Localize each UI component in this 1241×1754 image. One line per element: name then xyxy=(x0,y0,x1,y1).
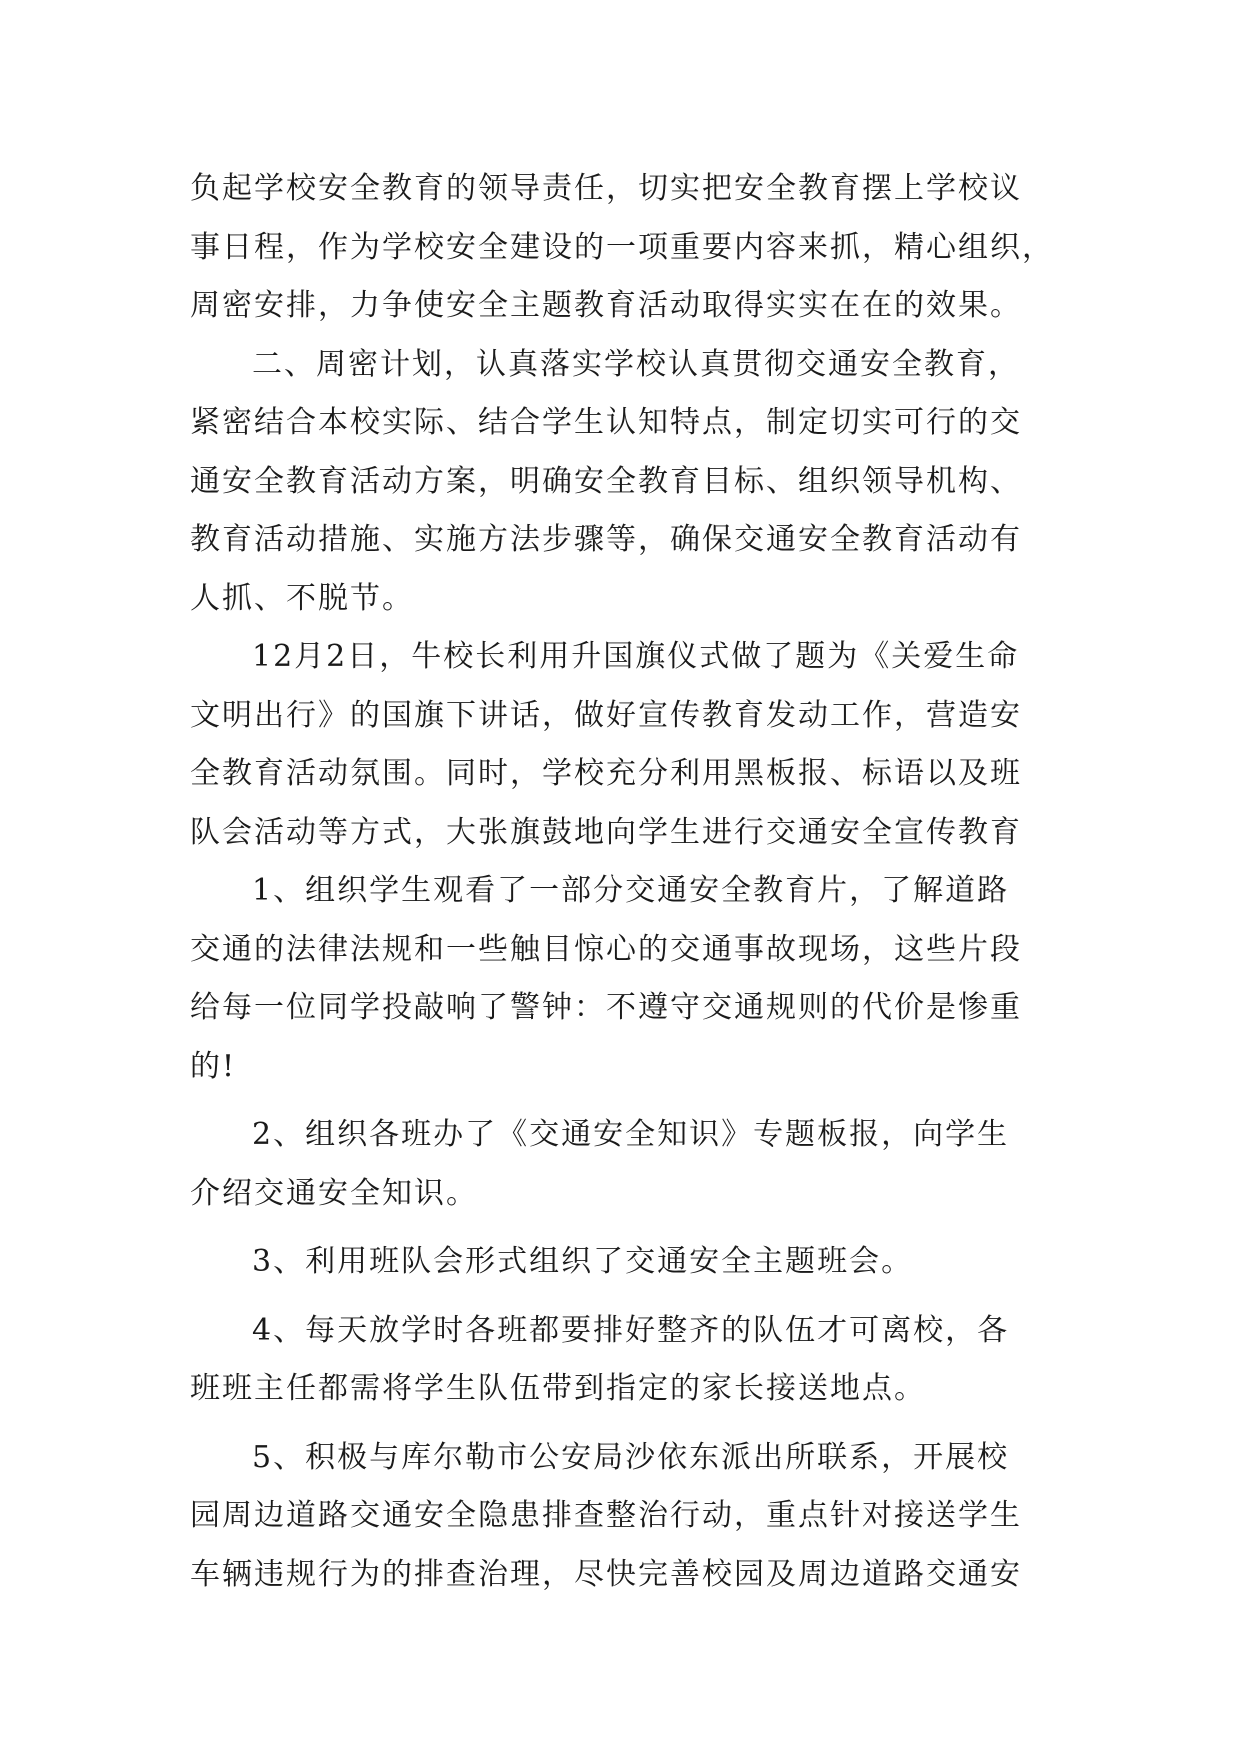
text-line: 事日程，作为学校安全建设的一项重要内容来抓，精心组织， xyxy=(190,229,1054,265)
text-line: 5、积极与库尔勒市公安局沙依东派出所联系，开展校 xyxy=(220,1439,1010,1475)
text-line: 紧密结合本校实际、结合学生认知特点，制定切实可行的交 xyxy=(190,405,1022,440)
text-line: 的! xyxy=(190,1048,237,1084)
text-line: 交通的法律法规和一些触目惊心的交通事故现场，这些片段 xyxy=(190,931,1022,967)
text-line: 12月2日，牛校长利用升国旗仪式做了题为《关爱生命 xyxy=(220,639,1020,674)
text-line: 教育活动措施、实施方法步骤等，确保交通安全教育活动有 xyxy=(190,522,1022,557)
text-line: 通安全教育活动方案，明确安全教育目标、组织领导机构、 xyxy=(190,463,1022,499)
paragraph-gap xyxy=(190,1292,1060,1302)
text-line: 负起学校安全教育的领导责任，切实把安全教育摆上学校议 xyxy=(190,171,1022,206)
text-line: 介绍交通安全知识。 xyxy=(190,1175,478,1211)
text-line: 给每一位同学投敲响了警钟：不遵守交通规则的代价是惨重 xyxy=(190,990,1022,1025)
paragraph-gap xyxy=(190,1096,1060,1106)
text-line: 全教育活动氛围。同时，学校充分利用黑板报、标语以及班 xyxy=(190,756,1022,791)
text-line: 1、组织学生观看了一部分交通安全教育片，了解道路 xyxy=(220,873,1010,908)
text-line: 队会活动等方式，大张旗鼓地向学生进行交通安全宣传教育 xyxy=(190,814,1022,850)
text-line: 人抓、不脱节。 xyxy=(190,580,414,616)
text-line: 车辆违规行为的排查治理，尽快完善校园及周边道路交通安 xyxy=(190,1556,1022,1592)
body-text xyxy=(190,160,1060,1604)
paragraph-gap xyxy=(190,1223,1060,1233)
text-line: 2、组织各班办了《交通安全知识》专题板报，向学生 xyxy=(220,1117,1010,1152)
text-line: 园周边道路交通安全隐患排查整治行动，重点针对接送学生 xyxy=(190,1498,1022,1533)
paragraph-gap xyxy=(190,1419,1060,1429)
text-line: 周密安排，力争使安全主题教育活动取得实实在在的效果。 xyxy=(190,288,1022,323)
text-line: 3、利用班队会形式组织了交通安全主题班会。 xyxy=(220,1244,914,1279)
text-line: 4、每天放学时各班都要排好整齐的队伍才可离校，各 xyxy=(220,1312,1010,1348)
text-line: 二、周密计划，认真落实学校认真贯彻交通安全教育， xyxy=(220,346,1020,382)
text-line: 文明出行》的国旗下讲话，做好宣传教育发动工作，营造安 xyxy=(190,697,1022,733)
text-line: 班班主任都需将学生队伍带到指定的家长接送地点。 xyxy=(190,1371,926,1406)
